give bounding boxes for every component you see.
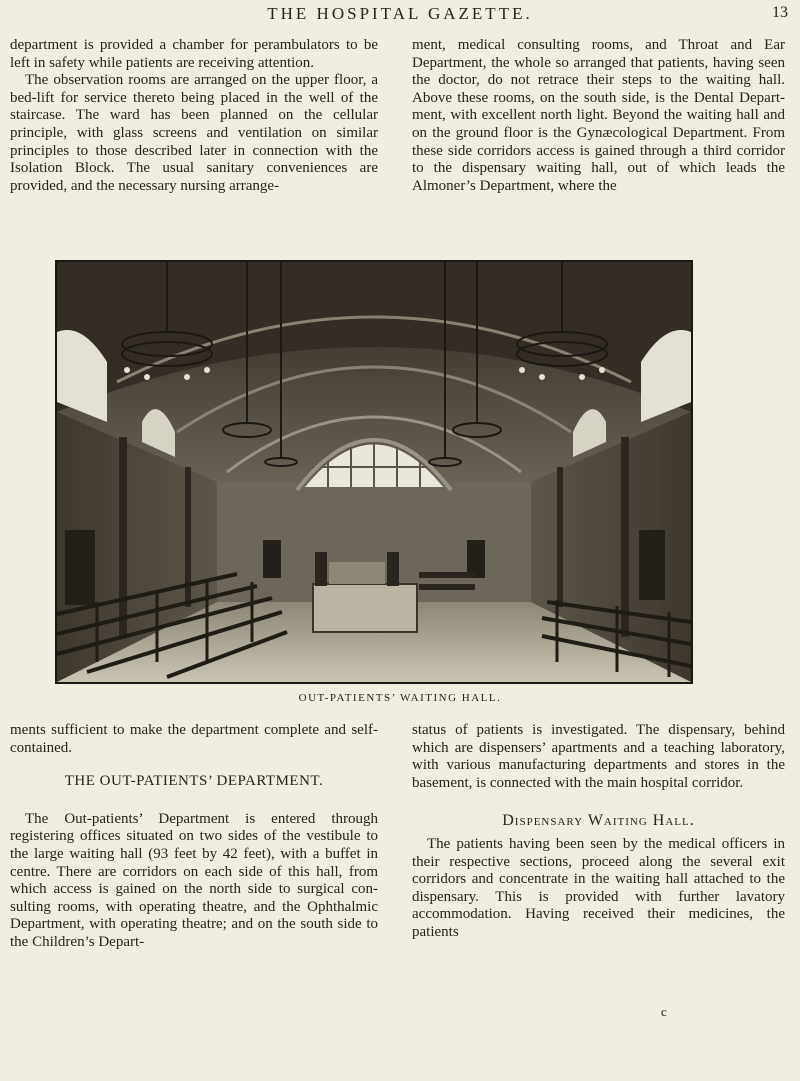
running-header xyxy=(0,4,800,28)
publication-title: THE HOSPITAL GAZETTE. xyxy=(267,4,533,23)
paragraph: The patients having been seen by the medical officers in their respective sections, proceed along the several exit corridors and concentrate in the waiting hall attached to the dispensary. This is provided with further lavatory accommodation. Having received their medicines, the patients xyxy=(412,835,785,940)
paragraph: ment, medical consulting rooms, and Throat and Ear Department, the whole so arranged that patients, having seen the doctor, do not retrace their steps to the waiting hall. Above these rooms, on the south side, is the Dental Department, with excellent north light. Beyond the waiting hall and on the ground floor is the Gynæcological Department. From these side corridors access is gained through a third corridor to the dispensary waiting hall, out of which leads the Almoner’s Department, where the xyxy=(412,37,785,194)
page-number: 13 xyxy=(772,4,788,21)
waiting-hall-photograph xyxy=(55,260,693,684)
paragraph: The observation rooms are arranged on the upper floor, a bed-lift for service thereto being placed in the well of the staircase. The ward has been planned on the cellular principle, with glass screens and ventilation on similar principles to those described later in connection with the Isolation Block. The usual sanitary conveniences are provided, and the necessary nursing arrange- xyxy=(10,72,378,194)
hall-photo-illustration xyxy=(57,262,691,682)
bottom-left-column xyxy=(10,722,378,952)
section-heading: Dispensary Waiting Hall. xyxy=(502,812,695,830)
section-heading: THE OUT-PATIENTS’ DEPARTMENT. xyxy=(64,773,324,790)
top-left-column xyxy=(10,37,378,195)
paragraph: ments sufficient to make the department complete and self-contained. xyxy=(10,722,378,756)
paragraph: department is provided a chamber for perambulators to be left in safety while patients are receiving attention. xyxy=(10,37,378,71)
bottom-right-column xyxy=(412,722,785,942)
signature-mark: c xyxy=(661,1004,667,1019)
figure-caption: OUT-PATIENTS’ WAITING HALL. xyxy=(298,692,502,704)
top-right-column xyxy=(412,37,785,195)
paragraph: status of patients is investigated. The dispensary, behind which are dispensers’ apartments and a teaching laboratory, with various manufacturing departments and stores in the basement, is connected with the main hospital corridor. xyxy=(412,722,785,791)
paragraph: The Out-patients’ Department is entered through registering offices situated on two sides of the vestibule to the large waiting hall (93 feet by 42 feet), with a buffet in centre. There are corridors on each side of this hall, from which access is gained on the north side to surgical consulting rooms, with operating theatre, and the Ophthalmic Department, with operating theatre; and on the south side to the Children’s Depart- xyxy=(10,810,378,950)
